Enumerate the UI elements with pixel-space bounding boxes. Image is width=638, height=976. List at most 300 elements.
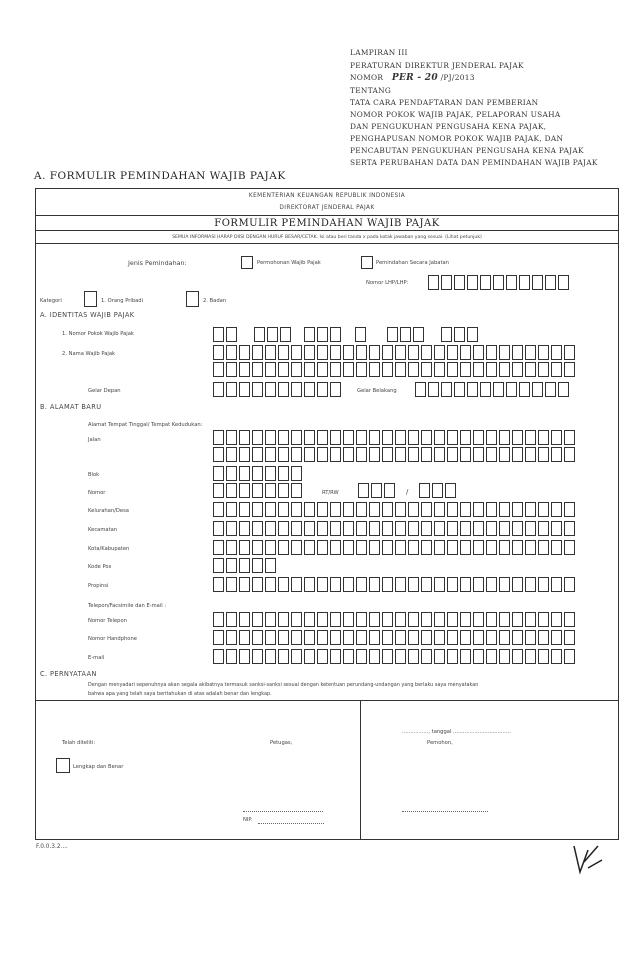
nomor-lhp-boxes[interactable]: [428, 275, 571, 290]
char-box[interactable]: [226, 630, 237, 645]
char-box[interactable]: [369, 577, 380, 592]
char-box[interactable]: [486, 649, 497, 664]
char-box[interactable]: [441, 327, 452, 342]
char-box[interactable]: [254, 327, 265, 342]
char-box[interactable]: [239, 540, 250, 555]
char-box[interactable]: [408, 540, 419, 555]
char-box[interactable]: [343, 649, 354, 664]
char-box[interactable]: [355, 327, 366, 342]
char-box[interactable]: [519, 382, 530, 397]
char-box[interactable]: [330, 577, 341, 592]
char-box[interactable]: [512, 612, 523, 627]
char-box[interactable]: [369, 502, 380, 517]
char-box[interactable]: [239, 382, 250, 397]
char-box[interactable]: [434, 577, 445, 592]
char-box[interactable]: [317, 630, 328, 645]
char-box[interactable]: [265, 430, 276, 445]
char-box[interactable]: [265, 466, 276, 481]
char-box[interactable]: [239, 345, 250, 360]
char-box[interactable]: [499, 447, 510, 462]
char-box[interactable]: [499, 521, 510, 536]
char-box[interactable]: [460, 577, 471, 592]
char-box[interactable]: [291, 612, 302, 627]
char-box[interactable]: [356, 345, 367, 360]
char-box[interactable]: [421, 612, 432, 627]
char-box[interactable]: [239, 430, 250, 445]
char-box[interactable]: [317, 521, 328, 536]
char-box[interactable]: [330, 382, 341, 397]
char-box[interactable]: [395, 430, 406, 445]
char-box[interactable]: [291, 430, 302, 445]
char-box[interactable]: [265, 521, 276, 536]
char-box[interactable]: [460, 447, 471, 462]
char-box[interactable]: [369, 430, 380, 445]
char-box[interactable]: [499, 345, 510, 360]
char-box[interactable]: [512, 430, 523, 445]
char-box[interactable]: [486, 345, 497, 360]
char-box[interactable]: [343, 502, 354, 517]
char-box[interactable]: [213, 577, 224, 592]
char-box[interactable]: [382, 630, 393, 645]
char-box[interactable]: [551, 345, 562, 360]
char-box[interactable]: [226, 502, 237, 517]
char-box[interactable]: [506, 275, 517, 290]
char-box[interactable]: [317, 612, 328, 627]
char-box[interactable]: [343, 362, 354, 377]
char-box[interactable]: [395, 612, 406, 627]
char-box[interactable]: [265, 502, 276, 517]
char-box[interactable]: [304, 630, 315, 645]
char-box[interactable]: [343, 430, 354, 445]
char-box[interactable]: [252, 558, 263, 573]
char-box[interactable]: [408, 521, 419, 536]
char-box[interactable]: [317, 327, 328, 342]
char-box[interactable]: [304, 502, 315, 517]
char-box[interactable]: [395, 521, 406, 536]
char-box[interactable]: [213, 483, 224, 498]
char-box[interactable]: [213, 447, 224, 462]
char-box[interactable]: [278, 345, 289, 360]
char-box[interactable]: [330, 521, 341, 536]
char-box[interactable]: [400, 327, 411, 342]
kecamatan-boxes[interactable]: [213, 521, 577, 536]
char-box[interactable]: [512, 447, 523, 462]
char-box[interactable]: [512, 502, 523, 517]
char-box[interactable]: [538, 362, 549, 377]
char-box[interactable]: [551, 502, 562, 517]
blok-boxes[interactable]: [213, 466, 304, 481]
char-box[interactable]: [369, 345, 380, 360]
char-box[interactable]: [434, 521, 445, 536]
char-box[interactable]: [525, 447, 536, 462]
char-box[interactable]: [434, 345, 445, 360]
char-box[interactable]: [538, 649, 549, 664]
char-box[interactable]: [252, 540, 263, 555]
char-box[interactable]: [525, 630, 536, 645]
char-box[interactable]: [538, 521, 549, 536]
char-box[interactable]: [239, 630, 250, 645]
char-box[interactable]: [356, 447, 367, 462]
char-box[interactable]: [467, 327, 478, 342]
char-box[interactable]: [343, 612, 354, 627]
char-box[interactable]: [538, 345, 549, 360]
char-box[interactable]: [434, 612, 445, 627]
char-box[interactable]: [525, 649, 536, 664]
char-box[interactable]: [499, 612, 510, 627]
char-box[interactable]: [252, 577, 263, 592]
char-box[interactable]: [239, 558, 250, 573]
char-box[interactable]: [369, 649, 380, 664]
char-box[interactable]: [330, 345, 341, 360]
char-box[interactable]: [317, 382, 328, 397]
char-box[interactable]: [473, 649, 484, 664]
char-box[interactable]: [265, 447, 276, 462]
char-box[interactable]: [558, 382, 569, 397]
kategori-op-checkbox[interactable]: [84, 291, 97, 307]
char-box[interactable]: [213, 382, 224, 397]
char-box[interactable]: [267, 327, 278, 342]
gelar-depan-boxes[interactable]: [213, 382, 343, 397]
char-box[interactable]: [486, 447, 497, 462]
char-box[interactable]: [291, 447, 302, 462]
char-box[interactable]: [265, 362, 276, 377]
char-box[interactable]: [304, 540, 315, 555]
char-box[interactable]: [330, 502, 341, 517]
char-box[interactable]: [551, 447, 562, 462]
npwp-boxes-3[interactable]: [304, 327, 343, 342]
char-box[interactable]: [291, 540, 302, 555]
char-box[interactable]: [382, 447, 393, 462]
char-box[interactable]: [369, 630, 380, 645]
char-box[interactable]: [512, 521, 523, 536]
char-box[interactable]: [226, 466, 237, 481]
char-box[interactable]: [291, 649, 302, 664]
char-box[interactable]: [499, 362, 510, 377]
char-box[interactable]: [265, 345, 276, 360]
char-box[interactable]: [428, 382, 439, 397]
char-box[interactable]: [239, 362, 250, 377]
char-box[interactable]: [551, 612, 562, 627]
char-box[interactable]: [538, 577, 549, 592]
char-box[interactable]: [473, 447, 484, 462]
char-box[interactable]: [239, 447, 250, 462]
char-box[interactable]: [369, 540, 380, 555]
char-box[interactable]: [454, 382, 465, 397]
char-box[interactable]: [371, 483, 382, 498]
lengkap-checkbox[interactable]: [56, 758, 70, 773]
char-box[interactable]: [512, 345, 523, 360]
nama-boxes-row1[interactable]: [213, 345, 577, 360]
char-box[interactable]: [265, 382, 276, 397]
char-box[interactable]: [252, 345, 263, 360]
char-box[interactable]: [538, 612, 549, 627]
char-box[interactable]: [512, 362, 523, 377]
char-box[interactable]: [460, 649, 471, 664]
char-box[interactable]: [239, 502, 250, 517]
char-box[interactable]: [252, 521, 263, 536]
char-box[interactable]: [499, 540, 510, 555]
char-box[interactable]: [330, 612, 341, 627]
char-box[interactable]: [421, 447, 432, 462]
char-box[interactable]: [486, 521, 497, 536]
char-box[interactable]: [564, 362, 575, 377]
char-box[interactable]: [408, 447, 419, 462]
char-box[interactable]: [564, 521, 575, 536]
char-box[interactable]: [499, 577, 510, 592]
char-box[interactable]: [226, 430, 237, 445]
char-box[interactable]: [486, 540, 497, 555]
char-box[interactable]: [545, 275, 556, 290]
char-box[interactable]: [551, 430, 562, 445]
char-box[interactable]: [486, 612, 497, 627]
char-box[interactable]: [343, 447, 354, 462]
char-box[interactable]: [499, 502, 510, 517]
char-box[interactable]: [356, 521, 367, 536]
char-box[interactable]: [525, 521, 536, 536]
char-box[interactable]: [330, 447, 341, 462]
char-box[interactable]: [447, 502, 458, 517]
char-box[interactable]: [213, 466, 224, 481]
char-box[interactable]: [239, 466, 250, 481]
char-box[interactable]: [226, 483, 237, 498]
char-box[interactable]: [408, 430, 419, 445]
char-box[interactable]: [551, 540, 562, 555]
kodepos-boxes[interactable]: [213, 558, 278, 573]
char-box[interactable]: [512, 649, 523, 664]
char-box[interactable]: [454, 275, 465, 290]
char-box[interactable]: [226, 447, 237, 462]
char-box[interactable]: [278, 447, 289, 462]
char-box[interactable]: [226, 521, 237, 536]
char-box[interactable]: [499, 630, 510, 645]
char-box[interactable]: [239, 521, 250, 536]
char-box[interactable]: [408, 630, 419, 645]
char-box[interactable]: [460, 521, 471, 536]
char-box[interactable]: [213, 521, 224, 536]
char-box[interactable]: [506, 382, 517, 397]
char-box[interactable]: [499, 430, 510, 445]
char-box[interactable]: [434, 362, 445, 377]
char-box[interactable]: [291, 502, 302, 517]
char-box[interactable]: [480, 275, 491, 290]
char-box[interactable]: [317, 430, 328, 445]
char-box[interactable]: [434, 502, 445, 517]
char-box[interactable]: [460, 502, 471, 517]
char-box[interactable]: [226, 558, 237, 573]
char-box[interactable]: [432, 483, 443, 498]
char-box[interactable]: [252, 382, 263, 397]
char-box[interactable]: [421, 362, 432, 377]
char-box[interactable]: [473, 362, 484, 377]
char-box[interactable]: [317, 649, 328, 664]
char-box[interactable]: [415, 382, 426, 397]
char-box[interactable]: [226, 612, 237, 627]
char-box[interactable]: [551, 630, 562, 645]
char-box[interactable]: [564, 502, 575, 517]
char-box[interactable]: [291, 362, 302, 377]
gelar-belakang-boxes[interactable]: [415, 382, 571, 397]
char-box[interactable]: [564, 577, 575, 592]
jalan-boxes-row1[interactable]: [213, 430, 577, 445]
char-box[interactable]: [460, 362, 471, 377]
char-box[interactable]: [239, 612, 250, 627]
char-box[interactable]: [467, 275, 478, 290]
char-box[interactable]: [213, 558, 224, 573]
char-box[interactable]: [564, 540, 575, 555]
char-box[interactable]: [408, 577, 419, 592]
char-box[interactable]: [330, 327, 341, 342]
email-boxes[interactable]: [213, 649, 577, 664]
char-box[interactable]: [356, 502, 367, 517]
char-box[interactable]: [545, 382, 556, 397]
char-box[interactable]: [330, 630, 341, 645]
char-box[interactable]: [330, 540, 341, 555]
char-box[interactable]: [382, 577, 393, 592]
char-box[interactable]: [538, 540, 549, 555]
char-box[interactable]: [265, 612, 276, 627]
char-box[interactable]: [343, 630, 354, 645]
char-box[interactable]: [387, 327, 398, 342]
char-box[interactable]: [493, 275, 504, 290]
char-box[interactable]: [408, 362, 419, 377]
char-box[interactable]: [252, 502, 263, 517]
char-box[interactable]: [304, 345, 315, 360]
char-box[interactable]: [447, 430, 458, 445]
char-box[interactable]: [291, 382, 302, 397]
char-box[interactable]: [447, 630, 458, 645]
char-box[interactable]: [473, 540, 484, 555]
char-box[interactable]: [480, 382, 491, 397]
char-box[interactable]: [265, 577, 276, 592]
char-box[interactable]: [525, 345, 536, 360]
char-box[interactable]: [413, 327, 424, 342]
char-box[interactable]: [525, 540, 536, 555]
kelurahan-boxes[interactable]: [213, 502, 577, 517]
jenis-jabatan-checkbox[interactable]: [361, 256, 373, 269]
char-box[interactable]: [421, 577, 432, 592]
char-box[interactable]: [304, 612, 315, 627]
char-box[interactable]: [395, 630, 406, 645]
char-box[interactable]: [280, 327, 291, 342]
char-box[interactable]: [421, 521, 432, 536]
char-box[interactable]: [460, 612, 471, 627]
char-box[interactable]: [395, 649, 406, 664]
char-box[interactable]: [382, 521, 393, 536]
char-box[interactable]: [473, 577, 484, 592]
propinsi-boxes[interactable]: [213, 577, 577, 592]
char-box[interactable]: [252, 612, 263, 627]
jenis-permohonan-checkbox[interactable]: [241, 256, 253, 269]
char-box[interactable]: [278, 521, 289, 536]
char-box[interactable]: [213, 502, 224, 517]
char-box[interactable]: [304, 382, 315, 397]
npwp-boxes-5[interactable]: [387, 327, 426, 342]
char-box[interactable]: [447, 540, 458, 555]
telepon-boxes[interactable]: [213, 612, 577, 627]
char-box[interactable]: [252, 630, 263, 645]
char-box[interactable]: [512, 577, 523, 592]
char-box[interactable]: [551, 649, 562, 664]
char-box[interactable]: [434, 447, 445, 462]
char-box[interactable]: [291, 466, 302, 481]
char-box[interactable]: [317, 540, 328, 555]
char-box[interactable]: [213, 612, 224, 627]
char-box[interactable]: [382, 649, 393, 664]
char-box[interactable]: [499, 649, 510, 664]
char-box[interactable]: [213, 345, 224, 360]
char-box[interactable]: [317, 362, 328, 377]
char-box[interactable]: [382, 502, 393, 517]
char-box[interactable]: [369, 521, 380, 536]
char-box[interactable]: [421, 502, 432, 517]
char-box[interactable]: [564, 630, 575, 645]
char-box[interactable]: [330, 430, 341, 445]
char-box[interactable]: [434, 430, 445, 445]
char-box[interactable]: [486, 430, 497, 445]
kota-boxes[interactable]: [213, 540, 577, 555]
char-box[interactable]: [291, 345, 302, 360]
char-box[interactable]: [213, 430, 224, 445]
char-box[interactable]: [395, 540, 406, 555]
char-box[interactable]: [525, 577, 536, 592]
char-box[interactable]: [369, 612, 380, 627]
char-box[interactable]: [343, 577, 354, 592]
char-box[interactable]: [538, 630, 549, 645]
char-box[interactable]: [486, 630, 497, 645]
char-box[interactable]: [395, 577, 406, 592]
char-box[interactable]: [252, 483, 263, 498]
rt-boxes[interactable]: [358, 483, 397, 498]
char-box[interactable]: [278, 430, 289, 445]
char-box[interactable]: [265, 630, 276, 645]
char-box[interactable]: [395, 362, 406, 377]
char-box[interactable]: [304, 327, 315, 342]
char-box[interactable]: [356, 362, 367, 377]
char-box[interactable]: [226, 649, 237, 664]
char-box[interactable]: [304, 649, 315, 664]
char-box[interactable]: [317, 447, 328, 462]
char-box[interactable]: [447, 521, 458, 536]
char-box[interactable]: [428, 275, 439, 290]
char-box[interactable]: [317, 345, 328, 360]
char-box[interactable]: [421, 630, 432, 645]
char-box[interactable]: [252, 447, 263, 462]
char-box[interactable]: [343, 521, 354, 536]
char-box[interactable]: [445, 483, 456, 498]
char-box[interactable]: [265, 540, 276, 555]
char-box[interactable]: [408, 345, 419, 360]
char-box[interactable]: [278, 483, 289, 498]
char-box[interactable]: [473, 630, 484, 645]
char-box[interactable]: [454, 327, 465, 342]
npwp-boxes-1[interactable]: [213, 327, 239, 342]
char-box[interactable]: [551, 362, 562, 377]
char-box[interactable]: [252, 362, 263, 377]
char-box[interactable]: [304, 447, 315, 462]
kategori-badan-checkbox[interactable]: [186, 291, 199, 307]
char-box[interactable]: [278, 382, 289, 397]
char-box[interactable]: [512, 630, 523, 645]
char-box[interactable]: [512, 540, 523, 555]
char-box[interactable]: [213, 327, 224, 342]
char-box[interactable]: [525, 612, 536, 627]
char-box[interactable]: [382, 362, 393, 377]
char-box[interactable]: [532, 382, 543, 397]
char-box[interactable]: [447, 447, 458, 462]
char-box[interactable]: [252, 430, 263, 445]
char-box[interactable]: [304, 521, 315, 536]
char-box[interactable]: [369, 362, 380, 377]
